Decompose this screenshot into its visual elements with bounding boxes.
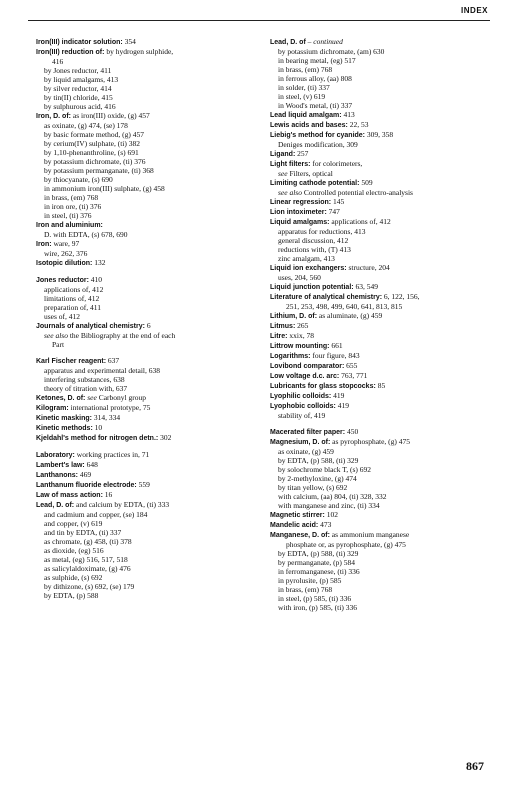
index-subentry — [36, 93, 258, 102]
index-heading: Lead, D. of: — [36, 502, 75, 509]
index-heading: Law of mass action: — [36, 492, 103, 499]
index-entry — [36, 480, 258, 490]
index-heading: Mandelic acid: — [270, 522, 319, 529]
index-entry — [36, 413, 258, 423]
index-entry — [36, 403, 258, 413]
index-entry — [270, 110, 492, 120]
index-entry — [36, 356, 258, 366]
index-heading: Light filters: — [270, 161, 311, 168]
index-subentry — [36, 75, 258, 84]
index-subentry — [270, 227, 492, 236]
index-text: by titan yellow, (s) 692 — [278, 483, 348, 492]
index-text: by EDTA, (p) 588 — [44, 591, 99, 600]
index-text: 473 — [318, 520, 332, 529]
index-entry — [270, 341, 492, 351]
index-text: uses, 204, 560 — [278, 273, 321, 282]
index-subentry — [36, 582, 258, 591]
index-heading: Iron(III) reduction of: — [36, 49, 105, 56]
index-entry — [270, 217, 492, 227]
index-text: Carbonyl group — [96, 393, 147, 402]
index-text: 85 — [375, 381, 386, 390]
index-heading: Limiting cathode potential: — [270, 180, 360, 187]
index-text: as chromate, (g) 458, (ti) 378 — [44, 537, 132, 546]
index-text: 251, 253, 498, 499, 640, 641, 813, 815 — [286, 302, 403, 311]
index-text: in ferrous alloy, (aa) 808 — [278, 74, 352, 83]
index-text: by solochrome black T, (s) 692 — [278, 465, 372, 474]
index-subentry — [270, 254, 492, 263]
index-subentry — [36, 157, 258, 166]
index-entry — [36, 470, 258, 480]
index-text: 6 — [144, 321, 151, 330]
index-subentry — [270, 302, 492, 311]
index-entry — [270, 520, 492, 530]
index-entry — [270, 321, 492, 331]
index-text: by basic formate method, (g) 457 — [44, 130, 144, 139]
index-heading: Manganese, D. of: — [270, 532, 330, 539]
index-text: 410 — [88, 275, 103, 284]
index-text: 354 — [122, 37, 136, 46]
index-heading: Lion intoximeter: — [270, 209, 327, 216]
index-entry — [270, 292, 492, 302]
index-text: 6, 122, 156, — [382, 292, 420, 301]
index-entry — [36, 239, 258, 249]
index-heading: Lambert's law: — [36, 462, 85, 469]
index-text: by cerium(IV) sulphate, (ti) 382 — [44, 139, 141, 148]
index-text: and calcium by EDTA, (ti) 333 — [74, 500, 170, 509]
index-subentry — [270, 245, 492, 254]
index-text: 763, 771 — [339, 371, 368, 380]
index-text: in bearing metal, (eg) 517 — [278, 56, 356, 65]
index-text: the Bibliography at the end of each — [67, 331, 176, 340]
index-text: 469 — [78, 470, 92, 479]
index-subentry — [270, 465, 492, 474]
index-text: by hydrogen sulphide, — [104, 47, 174, 56]
index-entry — [270, 263, 492, 273]
index-text: in steel, (ti) 376 — [44, 211, 92, 220]
index-text: 413 — [341, 110, 355, 119]
index-subentry — [36, 166, 258, 175]
index-entry — [270, 311, 492, 321]
index-subentry — [36, 591, 258, 600]
index-text: by potassium dichromate, (ti) 376 — [44, 157, 146, 166]
index-subentry — [36, 510, 258, 519]
index-heading: Littrow mounting: — [270, 343, 330, 350]
index-subentry — [36, 139, 258, 148]
index-heading: Liquid junction potential: — [270, 284, 354, 291]
cross-reference: see — [85, 393, 97, 402]
index-heading: Lead liquid amalgam: — [270, 112, 342, 119]
index-text: as metal, (eg) 516, 517, 518 — [44, 555, 128, 564]
index-heading: Kinetic masking: — [36, 415, 93, 422]
index-subentry — [270, 594, 492, 603]
index-subentry — [36, 121, 258, 130]
index-entry — [270, 282, 492, 292]
index-text: 559 — [136, 480, 150, 489]
index-heading: Magnesium, D. of: — [270, 439, 331, 446]
index-entry — [270, 391, 492, 401]
index-entry — [270, 351, 492, 361]
index-text: by EDTA, (p) 588, (ti) 329 — [278, 549, 359, 558]
index-heading: Isotopic dilution: — [36, 260, 93, 267]
index-entry — [36, 47, 258, 57]
index-text: by EDTA, (p) 588, (ti) 329 — [278, 456, 359, 465]
index-subentry — [270, 492, 492, 501]
cross-reference: see also — [278, 188, 302, 197]
index-text: in steel, (v) 619 — [278, 92, 326, 101]
index-text: general discussion, 412 — [278, 236, 349, 245]
index-text: phosphate or, as pyrophosphate, (g) 475 — [286, 540, 406, 549]
index-heading: Lyophilic colloids: — [270, 393, 332, 400]
index-heading: Low voltage d.c. arc: — [270, 373, 340, 380]
index-entry — [270, 331, 492, 341]
cross-reference: see also — [44, 331, 68, 340]
index-text: uses of, 412 — [44, 312, 81, 321]
index-text: Controlled potential electro-analysis — [301, 188, 413, 197]
index-text: for colorimeters, — [310, 159, 363, 168]
index-entry — [270, 120, 492, 130]
index-text: reductions with, (T) 413 — [278, 245, 351, 254]
index-text: by 1,10-phenanthroline, (s) 691 — [44, 148, 139, 157]
index-text: 637 — [106, 356, 120, 365]
index-subentry — [270, 140, 492, 149]
index-text: international prototype, 75 — [68, 403, 151, 412]
index-text: 22, 53 — [347, 120, 369, 129]
index-text: and tin by EDTA, (ti) 337 — [44, 528, 122, 537]
index-text: 265 — [295, 321, 309, 330]
index-heading: Literature of analytical chemistry: — [270, 294, 383, 301]
index-subentry — [270, 92, 492, 101]
page-number: 867 — [466, 759, 484, 773]
index-text: working practices in, 71 — [74, 450, 150, 459]
index-subentry — [270, 273, 492, 282]
index-text: as pyrophosphate, (g) 475 — [330, 437, 411, 446]
index-heading: Jones reductor: — [36, 277, 89, 284]
index-entry — [270, 401, 492, 411]
index-heading: Kilogram: — [36, 405, 69, 412]
index-heading: Iron(III) indicator solution: — [36, 39, 123, 46]
index-subentry — [36, 312, 258, 321]
index-text: by potassium dichromate, (am) 630 — [278, 47, 385, 56]
index-entry — [270, 427, 492, 437]
index-text: 63, 549 — [353, 282, 378, 291]
index-subentry — [36, 537, 258, 546]
index-text: preparation of, 411 — [44, 303, 101, 312]
index-text: 661 — [329, 341, 343, 350]
index-subentry — [36, 303, 258, 312]
index-heading: Lanthanons: — [36, 472, 78, 479]
index-subentry — [270, 603, 492, 612]
running-header — [28, 6, 490, 21]
index-text: by dithizone, (s) 692, (se) 179 — [44, 582, 135, 591]
index-text: by potassium permanganate, (ti) 368 — [44, 166, 154, 175]
index-text: 419 — [331, 391, 345, 400]
header-label: INDEX — [461, 6, 488, 15]
index-subentry — [36, 366, 258, 375]
index-heading: Lewis acids and bases: — [270, 122, 348, 129]
index-heading: Logarithms: — [270, 353, 311, 360]
index-entry — [36, 450, 258, 460]
index-text: zinc amalgam, 413 — [278, 254, 335, 263]
index-subentry — [36, 564, 258, 573]
index-entry — [36, 490, 258, 500]
index-entry — [270, 37, 492, 47]
index-text: and cadmium and copper, (se) 184 — [44, 510, 148, 519]
index-heading: Liquid amalgams: — [270, 219, 330, 226]
index-text: 509 — [359, 178, 373, 187]
index-text: 132 — [92, 258, 106, 267]
index-entry — [270, 159, 492, 169]
index-text: in brass, (em) 768 — [278, 65, 333, 74]
index-heading: Liquid ion exchangers: — [270, 265, 347, 272]
index-text: 747 — [326, 207, 340, 216]
index-text: as oxinate, (g) 459 — [278, 447, 334, 456]
index-heading: Litmus: — [270, 323, 296, 330]
index-text: as dioxide, (eg) 516 — [44, 546, 104, 555]
index-subentry — [36, 193, 258, 202]
index-subentry — [36, 202, 258, 211]
index-text: Deniges modification, 309 — [278, 140, 358, 149]
index-subentry — [36, 375, 258, 384]
index-heading: Lithium, D. of: — [270, 313, 318, 320]
index-text: by liquid amalgams, 413 — [44, 75, 119, 84]
index-entry — [36, 321, 258, 331]
index-heading: Litre: — [270, 333, 288, 340]
index-subentry — [36, 102, 258, 111]
index-heading: Ketones, D. of: — [36, 395, 86, 402]
index-heading: Ligand: — [270, 151, 296, 158]
index-heading: Lovibond comparator: — [270, 363, 345, 370]
index-text: 16 — [102, 490, 113, 499]
index-entry — [270, 437, 492, 447]
index-text: 450 — [345, 427, 359, 436]
index-text: in solder, (ti) 337 — [278, 83, 330, 92]
index-heading: Kinetic methods: — [36, 425, 93, 432]
index-heading: Iron: — [36, 241, 52, 248]
index-text: applications of, 412 — [329, 217, 391, 226]
index-text: 102 — [324, 510, 338, 519]
index-text: by 2-methyloxine, (g) 474 — [278, 474, 357, 483]
index-subentry — [36, 57, 258, 66]
index-heading: Lanthanum fluoride electrode: — [36, 482, 137, 489]
index-entry — [36, 460, 258, 470]
index-entry — [36, 220, 258, 230]
index-heading: Liebig's method for cyanide: — [270, 132, 366, 139]
index-text: Filters, optical — [287, 169, 333, 178]
index-subentry — [36, 148, 258, 157]
index-text: apparatus for reductions, 413 — [278, 227, 366, 236]
index-text: as ammonium manganese — [329, 530, 410, 539]
index-subentry — [270, 83, 492, 92]
index-subentry — [36, 211, 258, 220]
index-text: in ferromanganese, (ti) 336 — [278, 567, 360, 576]
index-text: apparatus and experimental detail, 638 — [44, 366, 160, 375]
index-subentry — [270, 501, 492, 510]
index-text: with manganese and zinc, (ti) 334 — [278, 501, 380, 510]
index-subentry — [270, 236, 492, 245]
index-text: 257 — [295, 149, 309, 158]
index-text: 145 — [331, 197, 345, 206]
index-heading: Macerated filter paper: — [270, 429, 346, 436]
index-text: ware, 97 — [51, 239, 80, 248]
index-subentry — [270, 558, 492, 567]
index-subentry — [36, 573, 258, 582]
index-text: by Jones reductor, 411 — [44, 66, 112, 75]
index-entry — [36, 393, 258, 403]
index-text: in brass, (em) 768 — [44, 193, 99, 202]
index-text: by sulphurous acid, 416 — [44, 102, 116, 111]
index-subentry — [36, 184, 258, 193]
index-heading: Laboratory: — [36, 452, 75, 459]
index-subentry — [36, 249, 258, 258]
index-subentry — [270, 101, 492, 110]
index-subentry — [36, 340, 258, 349]
index-text: as iron(III) oxide, (g) 457 — [71, 111, 150, 120]
index-subentry — [36, 66, 258, 75]
index-text: 302 — [158, 433, 172, 442]
index-heading: Magnetic stirrer: — [270, 512, 325, 519]
index-heading: Lubricants for glass stopcocks: — [270, 383, 376, 390]
index-entry — [270, 510, 492, 520]
index-text: in Wood's metal, (ti) 337 — [278, 101, 353, 110]
index-entry — [36, 37, 258, 47]
index-text: structure, 204 — [346, 263, 390, 272]
index-text: theory of titration with, 637 — [44, 384, 128, 393]
index-text: 416 — [52, 57, 64, 66]
index-subentry — [270, 540, 492, 549]
index-subentry — [270, 549, 492, 558]
index-text: in ammonium iron(III) sulphate, (g) 458 — [44, 184, 165, 193]
index-text: applications of, 412 — [44, 285, 104, 294]
index-heading: Lyophobic colloids: — [270, 403, 336, 410]
index-entry — [270, 371, 492, 381]
index-subentry — [270, 447, 492, 456]
index-text: Part — [52, 340, 65, 349]
index-text: stability of, 419 — [278, 411, 326, 420]
index-subentry — [36, 519, 258, 528]
index-subentry — [36, 384, 258, 393]
index-column-left — [36, 37, 258, 600]
index-entry — [36, 111, 258, 121]
index-text: with iron, (p) 585, (ti) 336 — [278, 603, 357, 612]
index-text: interfering substances, 638 — [44, 375, 125, 384]
index-heading: Lead, D. of — [270, 39, 306, 46]
index-column-right — [270, 37, 492, 612]
index-text: by tin(II) chloride, 415 — [44, 93, 113, 102]
index-text: and copper, (v) 619 — [44, 519, 103, 528]
index-text: 419 — [335, 401, 349, 410]
index-text: as aluminate, (g) 459 — [317, 311, 383, 320]
index-subentry — [270, 585, 492, 594]
index-text: 655 — [344, 361, 358, 370]
index-text: 10 — [92, 423, 103, 432]
index-entry — [36, 433, 258, 443]
index-text: D. with EDTA, (s) 678, 690 — [44, 230, 128, 239]
index-text: with calcium, (aa) 804, (ti) 328, 332 — [278, 492, 387, 501]
index-heading: Iron and aluminium: — [36, 222, 103, 229]
index-subentry — [36, 555, 258, 564]
index-text: in steel, (p) 585, (ti) 336 — [278, 594, 352, 603]
index-subentry — [270, 56, 492, 65]
index-text: as salicylaldoximate, (g) 476 — [44, 564, 131, 573]
index-text: as oxinate, (g) 474, (se) 178 — [44, 121, 128, 130]
index-entry — [36, 275, 258, 285]
cross-reference: see — [278, 169, 288, 178]
index-subentry — [270, 74, 492, 83]
index-subentry — [36, 546, 258, 555]
index-entry — [36, 258, 258, 268]
index-entry — [270, 130, 492, 140]
index-entry — [270, 361, 492, 371]
index-entry — [270, 149, 492, 159]
index-subentry — [270, 47, 492, 56]
index-entry — [36, 500, 258, 510]
index-text: 648 — [84, 460, 98, 469]
index-text: limitations of, 412 — [44, 294, 100, 303]
index-subentry — [270, 474, 492, 483]
index-text: by thiocyanate, (s) 690 — [44, 175, 113, 184]
index-subentry — [36, 285, 258, 294]
index-subentry — [36, 294, 258, 303]
index-text: four figure, 843 — [310, 351, 360, 360]
index-subentry — [270, 483, 492, 492]
index-text: wire, 262, 376 — [44, 249, 88, 258]
index-subentry — [36, 84, 258, 93]
index-text: in iron ore, (ti) 376 — [44, 202, 102, 211]
index-subentry — [270, 567, 492, 576]
index-subentry — [36, 230, 258, 239]
index-heading: Karl Fischer reagent: — [36, 358, 107, 365]
index-subentry — [36, 528, 258, 537]
index-text: by permanganate, (p) 584 — [278, 558, 356, 567]
index-text: in pyrolusite, (p) 585 — [278, 576, 342, 585]
index-subentry — [270, 576, 492, 585]
index-text: 314, 334 — [92, 413, 121, 422]
index-subentry — [36, 130, 258, 139]
index-heading: Iron, D. of: — [36, 113, 71, 120]
index-subentry — [36, 331, 258, 340]
index-text: in brass, (em) 768 — [278, 585, 333, 594]
index-subentry — [270, 456, 492, 465]
index-text: 309, 358 — [365, 130, 394, 139]
index-heading: Linear regression: — [270, 199, 332, 206]
index-subentry — [270, 169, 492, 178]
continued-note: continued — [313, 37, 343, 46]
index-entry — [270, 381, 492, 391]
index-subentry — [270, 411, 492, 420]
index-entry — [270, 530, 492, 540]
index-entry — [270, 197, 492, 207]
index-subentry — [270, 188, 492, 197]
index-text: by silver reductor, 414 — [44, 84, 112, 93]
index-entry — [270, 207, 492, 217]
index-entry — [270, 178, 492, 188]
index-heading: Journals of analytical chemistry: — [36, 323, 145, 330]
index-text: xxix, 78 — [287, 331, 314, 340]
index-text: as sulphide, (s) 692 — [44, 573, 103, 582]
index-entry — [36, 423, 258, 433]
index-heading: Kjeldahl's method for nitrogen detn.: — [36, 435, 159, 442]
index-subentry — [36, 175, 258, 184]
index-text: – — [305, 37, 314, 46]
index-subentry — [270, 65, 492, 74]
